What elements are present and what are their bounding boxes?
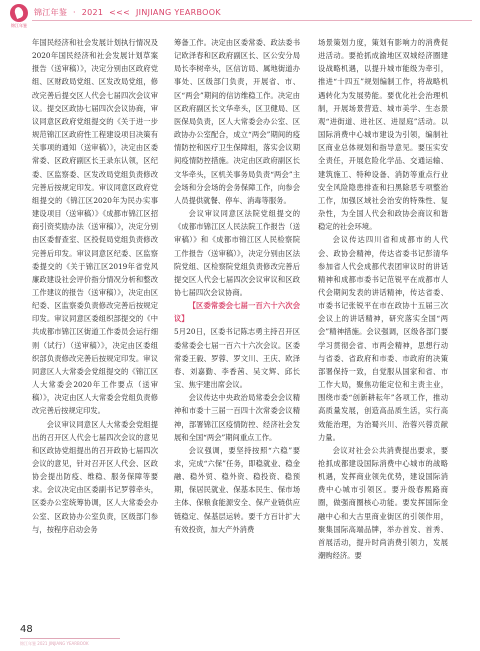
paragraph: 年国民经济和社会发展计划执行情况及2020年国民经济和社会发展计划草案报告（送审稿）》，决定分别由区政府党组、区财政局党组、区发改局党组，修改完善后提交区人代会七届四次会议审议。提交区政协七届四次会议协商，审议同意区政府党组提交的《关于进一步规范锦江区政府性工程建设项目决策有关事项的通知（送审稿）》，决定由区委常委、区政府副区长王录东认领，区纪委、区监察委、区发改局党组负责修改完善后按规定印发。审议同意区政府党组提交的《锦江区2020年为民办实事建设项目（送审稿）》《成都市锦江区招商引资奖励办法（送审稿）》，决定分别由区委督查室、区投促局党组负责修改完善后印发。审议同意区纪委、区监察委提交的《关于锦江区2019年省党风廉政建设社会评价指分情况分析和整改工作建议的报告（送审稿）》，决定由区纪委、区监察委负责修改完善后按规定印发。审议同意区委组织部提交的《中共成都市锦江区街道工作委员会运行细则（试行）（送审稿）》，决定由区委组织部负责修改完善后按规定印发。审议同意区人大常委会党组提交的《锦江区人大常委会2020年工作要点（送审稿）》，决定由区人大常委会党组负责修改完善后按规定印发。: [32, 38, 158, 416]
paragraph: 会议强调，要坚持按照“六稳”要求，完成“六保”任务，即稳就业、稳金融、稳外贸、稳外资、稳投资、稳预期，保居民就业、保基本民生、保市场主体、保粮食能源安全、保产业链供应链稳定、保基层运转。要千方百计扩大有效投资，加大产外消费: [174, 445, 300, 534]
header-divider: [32, 20, 472, 21]
running-head-english: JINJIANG YEARBOOK: [136, 8, 221, 17]
logo-caption: 锦江年鉴: [11, 23, 27, 28]
paragraph: 会议审议同意区人大常委会党组提出的召开区人代会七届四次会议的意见和区政协党组提出的召开政协七届四次会议的意见，针对召开区人代会、区政协会提出防疫、维稳、服务保障等要求。会议决定由区委副书记罗蓉牵头，区委办公室统筹协调，区人大常委会办公室、区政协办公室负责，区级部门参与，按程序启动会务: [32, 419, 158, 534]
paragraph: 会议传达四川省和成都市的人代会、政协会精神，传达省委书记彭清华参加省人代会成都代表团审议时的讲话精神和成都市委书记范锐平在成都市人代会期间发表的讲话精神，传达省委、市委书记张锐平在市在政协十五届三次会议上的讲话精神，研究落实全国“两会”精神措施。会议强调，区级各部门要学习贯彻会省、市两会精神，思想行动与省委、省政府和市委、市政府的决策部署保持一致，自觉服从国家和省、市工作大局，聚焦功能定位和主责主业，围绕市委“创新耕耘年”各项工作，推动高质量发展，创造高品质生活，实行高效能治理，为治蜀兴川、治蓉兴蓉贡献力量。: [318, 235, 448, 442]
running-head-dot: ·: [73, 8, 76, 17]
text-column-1: [32, 36, 158, 536]
yearbook-logo: [8, 4, 30, 30]
footer-divider: [20, 638, 120, 639]
paragraph: 场景策划力度，策划有影响力的消费促进活动。要抢抓成渝地区双城经济圈建设战略机遇，以提升城市能级为牵引，推进“十四五”规划编制工作，将战略机遇转化为发展势能。要优化社会治理机制，开展场景营造、城市美学、生态景观“进街道、进社区、进屋庭”活动。以国际消费中心城市建设为引领，编制社区商业总体规划和指导意见。要压实安全责任，开展危险化学品、交通运输、建筑施工、特种设备、消防等重点行业安全风险隐患排查和扫黑除恶专项整治工作，加强区域社会治安的特殊性、复杂性，为全国人代会和政协会商议和谐稳定的社会环境。: [318, 38, 448, 232]
running-head-book: 锦江年鉴: [34, 8, 68, 17]
running-head-year: 2021: [81, 8, 104, 17]
page-number: 48: [20, 624, 33, 635]
paragraph: 筹备工作。决定由区委常委、政法委书记欧泽春和区政府副区长、区公安分局局长李树牵头，区信访局、属地街道办事处、区级部门负责，开展省、市、区“两会”期间的信访维稳工作。决定由区政府副区长文华牵头，区卫健局、区医保局负责，区人大常委会办公室、区政协办公室配合，成立“两会”期间的疫情防控和医疗卫生保障组，落实会议期间疫情防控措施。决定由区政府副区长文华牵头，区机关事务局负责“两会”主会场和分会场的会务保障工作，向参会人员提供就餐、停车、消毒等服务。: [174, 38, 300, 205]
paragraph: 会议审议同意区法院党组提交的《成都市锦江区人民法院工作报告（送审稿）》和《成都市锦江区人民检察院工作报告（送审稿）》，决定分别由区法院党组、区检察院党组负责修改完善后提交区人代会七届四次会议审议和区政协七届四次会议协商。: [174, 209, 300, 297]
running-head: [34, 7, 221, 18]
footer-mark: 锦江年鉴 2021 JINJIANG YEARBOOK: [20, 641, 89, 646]
page-header: [0, 0, 480, 34]
section-heading: 【区委常委会七届一百六十六次会议】: [174, 301, 300, 324]
paragraph: 会议对社会公共消费提出要求，要抢抓成都建设国际消费中心城市的战略机遇，发挥商业领先优势，建设国际消费中心城市引领区。要升级春熙路商圈，做强商圈核心功能。要发挥国际金融中心和大古里商业街区的引领作用，聚集国际高端品牌，举办首发、首秀、首展活动，提升时尚消费引领力，发展潮购经济。要: [318, 445, 448, 561]
paragraph: 5月20日，区委书记陈志勇主持召开区委常委会七届一百六十六次会议。区委常委王毅、罗蓉、罗文川、王庆、欧泽春、刘嘉勤、李香茜、吴文辉、邱长宝、焦宇建出席会议。: [174, 327, 300, 390]
text-column-2: [174, 36, 300, 536]
paragraph: 会议传达中央政治局常委会会议精神和市委十三届一百四十次常委会议精神，部署锦江区疫情防控、经济社会发展和全国“两会”期间重点工作。: [174, 393, 300, 442]
running-head-arrows: <<<: [109, 8, 131, 17]
text-column-3: [318, 36, 448, 562]
